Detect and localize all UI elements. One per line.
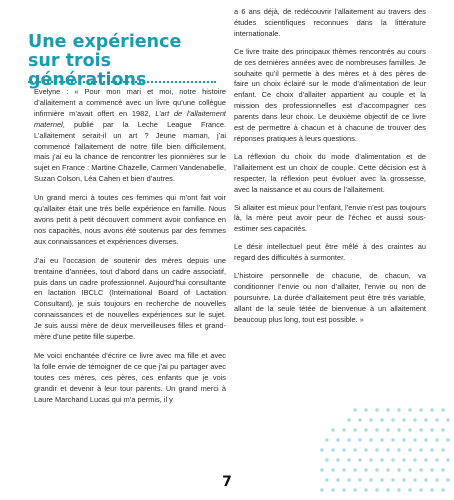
decorative-dot: [413, 438, 416, 441]
decorative-dot: [402, 418, 405, 421]
decorative-dot: [413, 458, 416, 461]
decorative-dot: [358, 438, 361, 441]
decorative-dot: [446, 458, 449, 461]
decorative-dot: [342, 468, 345, 471]
decorative-dot: [342, 428, 345, 431]
decorative-dot: [331, 448, 334, 451]
paragraph: Un grand merci à toutes ces femmes qui m’ont fait voir qu’allaiter était une très belle expérience en famille. Nous avons petit à petit découvert comment avoir confiance en nos capacités, nous avons été soutenus par des femmes aux connaissances et expériences diverses.: [34, 193, 226, 246]
book-title: L’art de l’allaitement maternel: [34, 108, 226, 129]
decorative-dot: [386, 428, 389, 431]
decorative-dot: [397, 428, 400, 431]
decorative-dot: [375, 468, 378, 471]
decorative-dot: [402, 458, 405, 461]
decorative-dot: [402, 438, 405, 441]
paragraph: L’histoire personnelle de chacune, de chacun, va conditionner l’envie ou non d’allaiter, l’envie ou non de poursuivre. La durée d’allaitement peut être très variable, allant de la seule tétée de bienvenue à un allaitement beaucoup plus long, tout est possible. »: [234, 271, 426, 324]
decorative-dot: [369, 458, 372, 461]
decorative-dot: [441, 448, 444, 451]
decorative-dot: [342, 448, 345, 451]
page-title: Une expérience sur trois générations: [28, 32, 182, 90]
decorative-dot: [375, 448, 378, 451]
decorative-dot: [353, 448, 356, 451]
decorative-dot: [408, 468, 411, 471]
decorative-dot: [380, 418, 383, 421]
decorative-dot: [391, 458, 394, 461]
decorative-dot: [441, 408, 444, 411]
decorative-dot: [446, 438, 449, 441]
decorative-dot: [353, 468, 356, 471]
decorative-dot: [331, 428, 334, 431]
paragraph: Me voici enchantée d’écrire ce livre avec ma fille et avec la folle envie de témoigner de ce que j’ai pu partager avec toutes ces mères, ces pères, ces enfants que je vois grandir et devenir à leur tour parents. Un grand merci à Laure Marchand Lucas qui m’a permis, il y: [34, 350, 226, 404]
paragraph: Ce livre traite des principaux thèmes rencontrés au cours de ces dernières années avec de nombreuses familles. Je souhaite qu’il permette à des mères et à des pères de faire un choix éclairé sur le mode d’alimentation de leur enfant. Ce choix d’allaiter appartient au couple et la mission des professionnelles est d’accompagner ces parents dans leur choix. Le deuxième objectif de ce livre est de permettre à chacun et à chacune de trouver des réponses pratiques à leurs questions.: [234, 46, 426, 143]
decorative-dot: [424, 438, 427, 441]
decorative-dot: [347, 438, 350, 441]
decorative-dot: [369, 438, 372, 441]
decorative-dot: [325, 458, 328, 461]
decorative-dot: [391, 438, 394, 441]
decorative-dot: [336, 438, 339, 441]
decorative-dot: [380, 458, 383, 461]
paragraph: a 6 ans déjà, de redécouvrir l’allaitement au travers des études scientifiques reconnues dans la littérature internationale.: [234, 7, 426, 38]
decorative-dot: [331, 468, 334, 471]
decorative-dot: [397, 468, 400, 471]
decorative-dot: [364, 428, 367, 431]
decorative-dot: [419, 408, 422, 411]
decorative-dot: [441, 468, 444, 471]
decorative-dot: [424, 418, 427, 421]
decorative-dot: [364, 468, 367, 471]
decorative-dot: [380, 438, 383, 441]
decorative-dot: [320, 448, 323, 451]
decorative-dot: [430, 468, 433, 471]
decorative-dot: [358, 458, 361, 461]
decorative-dot: [430, 408, 433, 411]
decorative-dot: [419, 448, 422, 451]
decorative-dot: [347, 458, 350, 461]
decorative-dot: [408, 428, 411, 431]
paragraph: La réflexion du choix du mode d’alimentation et de l’allaitement est un choix de couple. Cette décision est à respecter, la réflexion peut évoluer avec la grossesse, avec la naissance et au cours de l’allaitement.: [234, 151, 426, 194]
paragraph: Si allaiter est mieux pour l’enfant, l’envie n’est pas toujours là, la mère peut avoir peur de l’échec et aussi sous-estimer ses capacités.: [234, 202, 426, 234]
decorative-dot: [430, 448, 433, 451]
paragraph: Le désir intellectuel peut être mêlé à des craintes au regard des difficultés à surmonter.: [234, 242, 426, 263]
decorative-dot: [391, 418, 394, 421]
paragraph: Evelyne : « Pour mon mari et moi, notre histoire d’allaitement a commencé avec un livre qu’une collègue infirmière m’avait offert en 1982, L’art de l’allaitement maternel, publié par la Leche League France. L’allaitement serait-il un art ? Jeune maman, j’ai commencé l’allaitement de notre fille bien difficilement, mais j’ai eu la chance de rencontrer les pionnières sur le sujet en France : Martine Chazelle, Carmen Vandenabelle, Suzan Colson, Léa Cahen et bien d’autres.: [34, 87, 226, 184]
decorative-dot: [386, 408, 389, 411]
decorative-dot: [375, 428, 378, 431]
page-number: 7: [222, 474, 232, 490]
decorative-dot: [408, 408, 411, 411]
decorative-dot: [419, 428, 422, 431]
decorative-dot: [364, 448, 367, 451]
decorative-dot: [435, 458, 438, 461]
decorative-dot: [430, 428, 433, 431]
decorative-dot: [347, 418, 350, 421]
decorative-dot: [386, 468, 389, 471]
decorative-dot: [386, 448, 389, 451]
decorative-dot: [353, 408, 356, 411]
decorative-dot: [375, 408, 378, 411]
decorative-dot: [364, 408, 367, 411]
decorative-dot: [358, 418, 361, 421]
decorative-dot: [397, 448, 400, 451]
decorative-dot: [397, 408, 400, 411]
decorative-dot: [336, 458, 339, 461]
decorative-dot: [435, 438, 438, 441]
decorative-dot: [446, 418, 449, 421]
decorative-dot: [424, 458, 427, 461]
decorative-dot: [435, 418, 438, 421]
decorative-dot: [441, 428, 444, 431]
decorative-dot: [320, 468, 323, 471]
decorative-dot: [413, 418, 416, 421]
decorative-dot: [325, 438, 328, 441]
decorative-dot: [408, 448, 411, 451]
decorative-dot: [353, 428, 356, 431]
paragraph: J’ai eu l’occasion de soutenir des mères depuis une trentaine d’années, tout d’abord dans un cadre associatif, puis dans un cadre professionnel. Aujourd’hui consultante en lactation IBCLC (International Board of Lactation Consultant), je suis toujours en recherche de nouvelles connaissances et de nouvelles expériences sur le sujet. Je suis aussi mère de deux merveilleuses filles et grand-mère d’une petite fille superbe.: [34, 255, 226, 342]
decorative-dot: [369, 418, 372, 421]
decorative-dot: [419, 468, 422, 471]
